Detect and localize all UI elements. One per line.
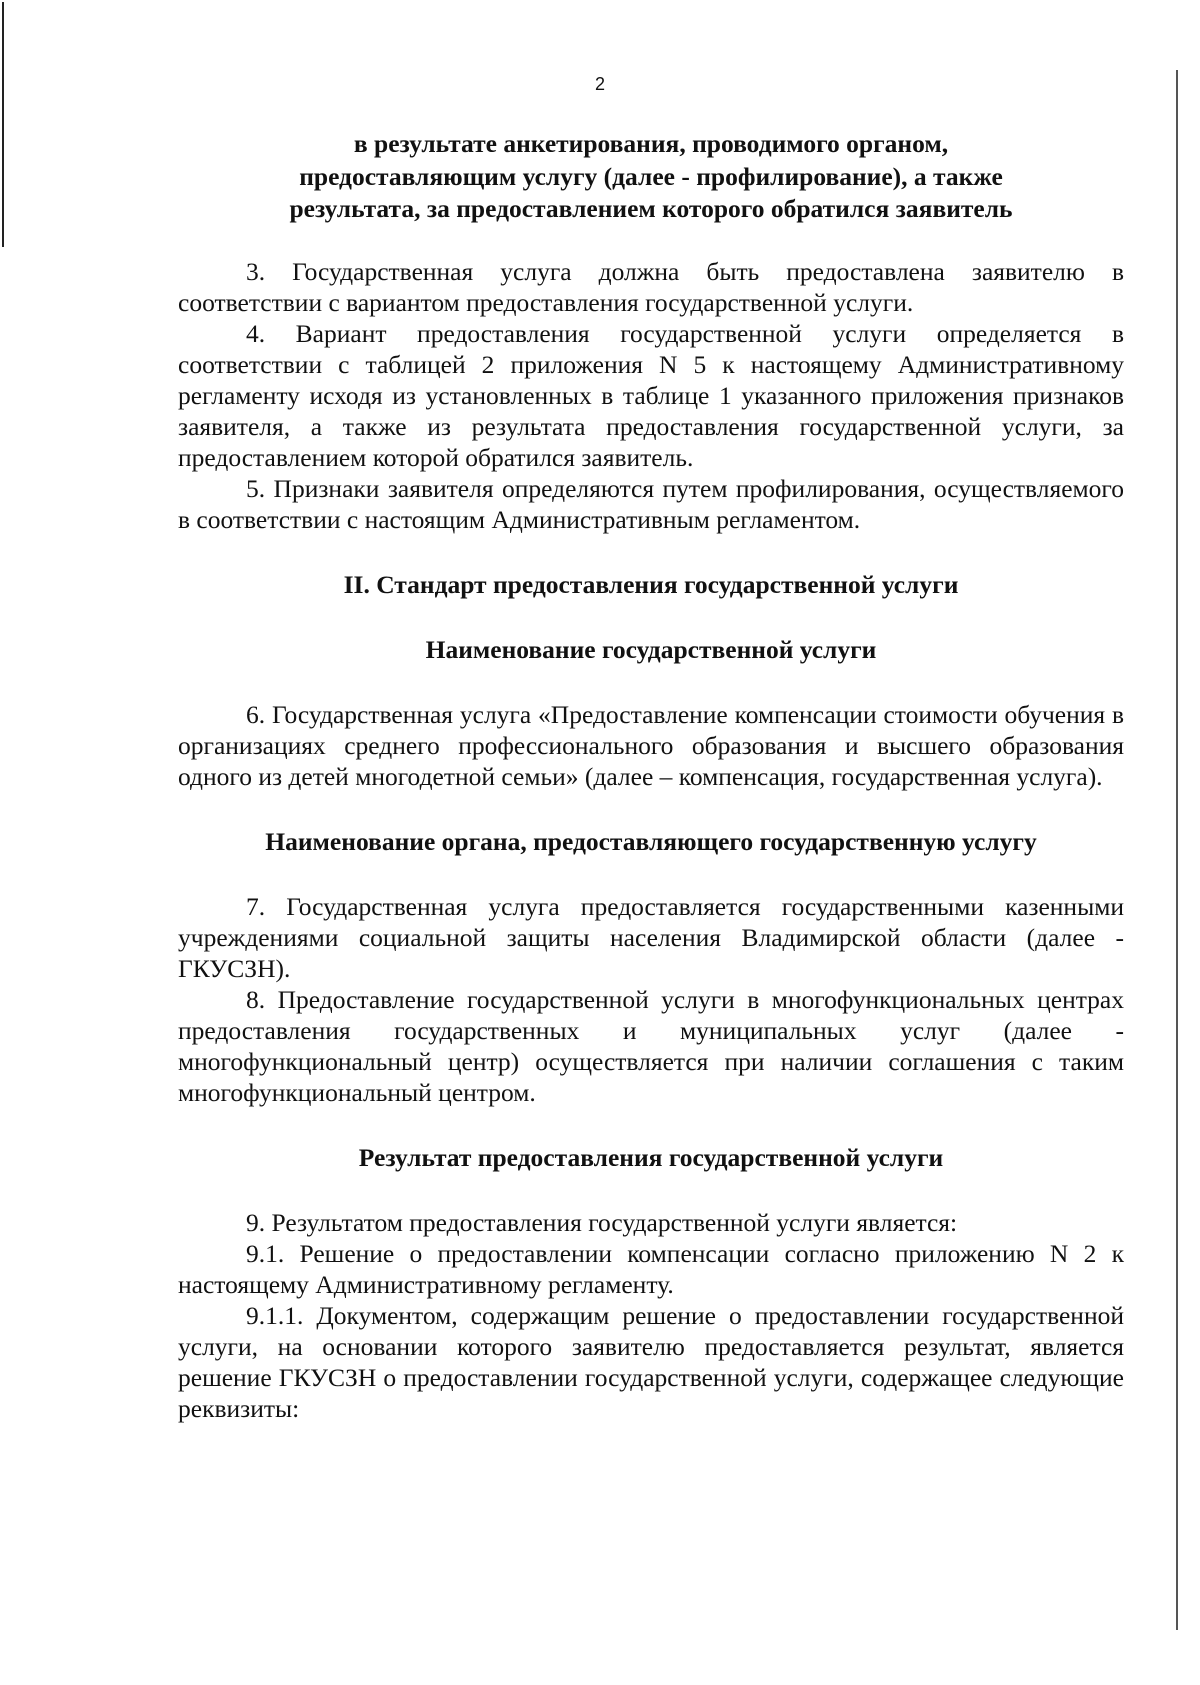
document-body <box>178 128 1124 1424</box>
subsection-title-service-name: Наименование государственной услуги <box>425 634 877 664</box>
section-title: II. Стандарт предоставления государственной услуги <box>343 569 959 599</box>
scan-edge-right <box>1176 70 1178 1630</box>
top-heading-line-2: предоставляющим услугу (далее - профилирование), а также <box>299 161 1003 191</box>
paragraph-6: 6. Государственная услуга «Предоставление компенсации стоимости обучения в организациях среднего профессионального образования и высшего образования одного из детей многодетной семьи» (далее – компенсация, государственная услуга). <box>178 699 1124 791</box>
top-heading <box>178 128 1124 226</box>
paragraph-3: 3. Государственная услуга должна быть предоставлена заявителю в соответствии с вариантом предоставления государственной услуги. <box>178 256 1124 317</box>
paragraph-5: 5. Признаки заявителя определяются путем профилирования, осуществляемого в соответствии с настоящим Административным регламентом. <box>178 473 1124 534</box>
paragraph-4: 4. Вариант предоставления государственной услуги определяется в соответствии с таблицей 2 приложения N 5 к настоящему Административному регламенту исходя из установленных в таблице 1 указанного приложения признаков заявителя, а также из результата предоставления государственной услуги, за предоставлением которой обратился заявитель. <box>178 318 1124 472</box>
scan-edge-left <box>2 2 4 247</box>
top-heading-line-3: результата, за предоставлением которого обратился заявитель <box>289 194 1013 223</box>
paragraph-7: 7. Государственная услуга предоставляется государственными казенными учреждениями социальной защиты населения Владимирской области (далее - ГКУСЗН). <box>178 891 1124 983</box>
paragraph-9: 9. Результатом предоставления государственной услуги является: <box>246 1207 958 1237</box>
paragraph-9-1: 9.1. Решение о предоставлении компенсации согласно приложению N 2 к настоящему Административному регламенту. <box>178 1238 1124 1299</box>
top-heading-line-1: в результате анкетирования, проводимого органом, <box>353 129 949 158</box>
subsection-title-authority: Наименование органа, предоставляющего государственную услугу <box>265 826 1037 856</box>
paragraph-9-1-1: 9.1.1. Документом, содержащим решение о предоставлении государственной услуги, на основании которого заявителю предоставляется результат, является решение ГКУСЗН о предоставлении государственной услуги, содержащее следующие реквизиты: <box>178 1300 1124 1423</box>
page-number: 2 <box>594 74 605 94</box>
paragraph-8: 8. Предоставление государственной услуги в многофункциональных центрах предоставления государственных и муниципальных услуг (далее - многофункциональный центр) осуществляется при наличии соглашения с таким многофункциональный центром. <box>178 984 1124 1107</box>
subsection-title-result: Результат предоставления государственной услуги <box>358 1142 944 1172</box>
